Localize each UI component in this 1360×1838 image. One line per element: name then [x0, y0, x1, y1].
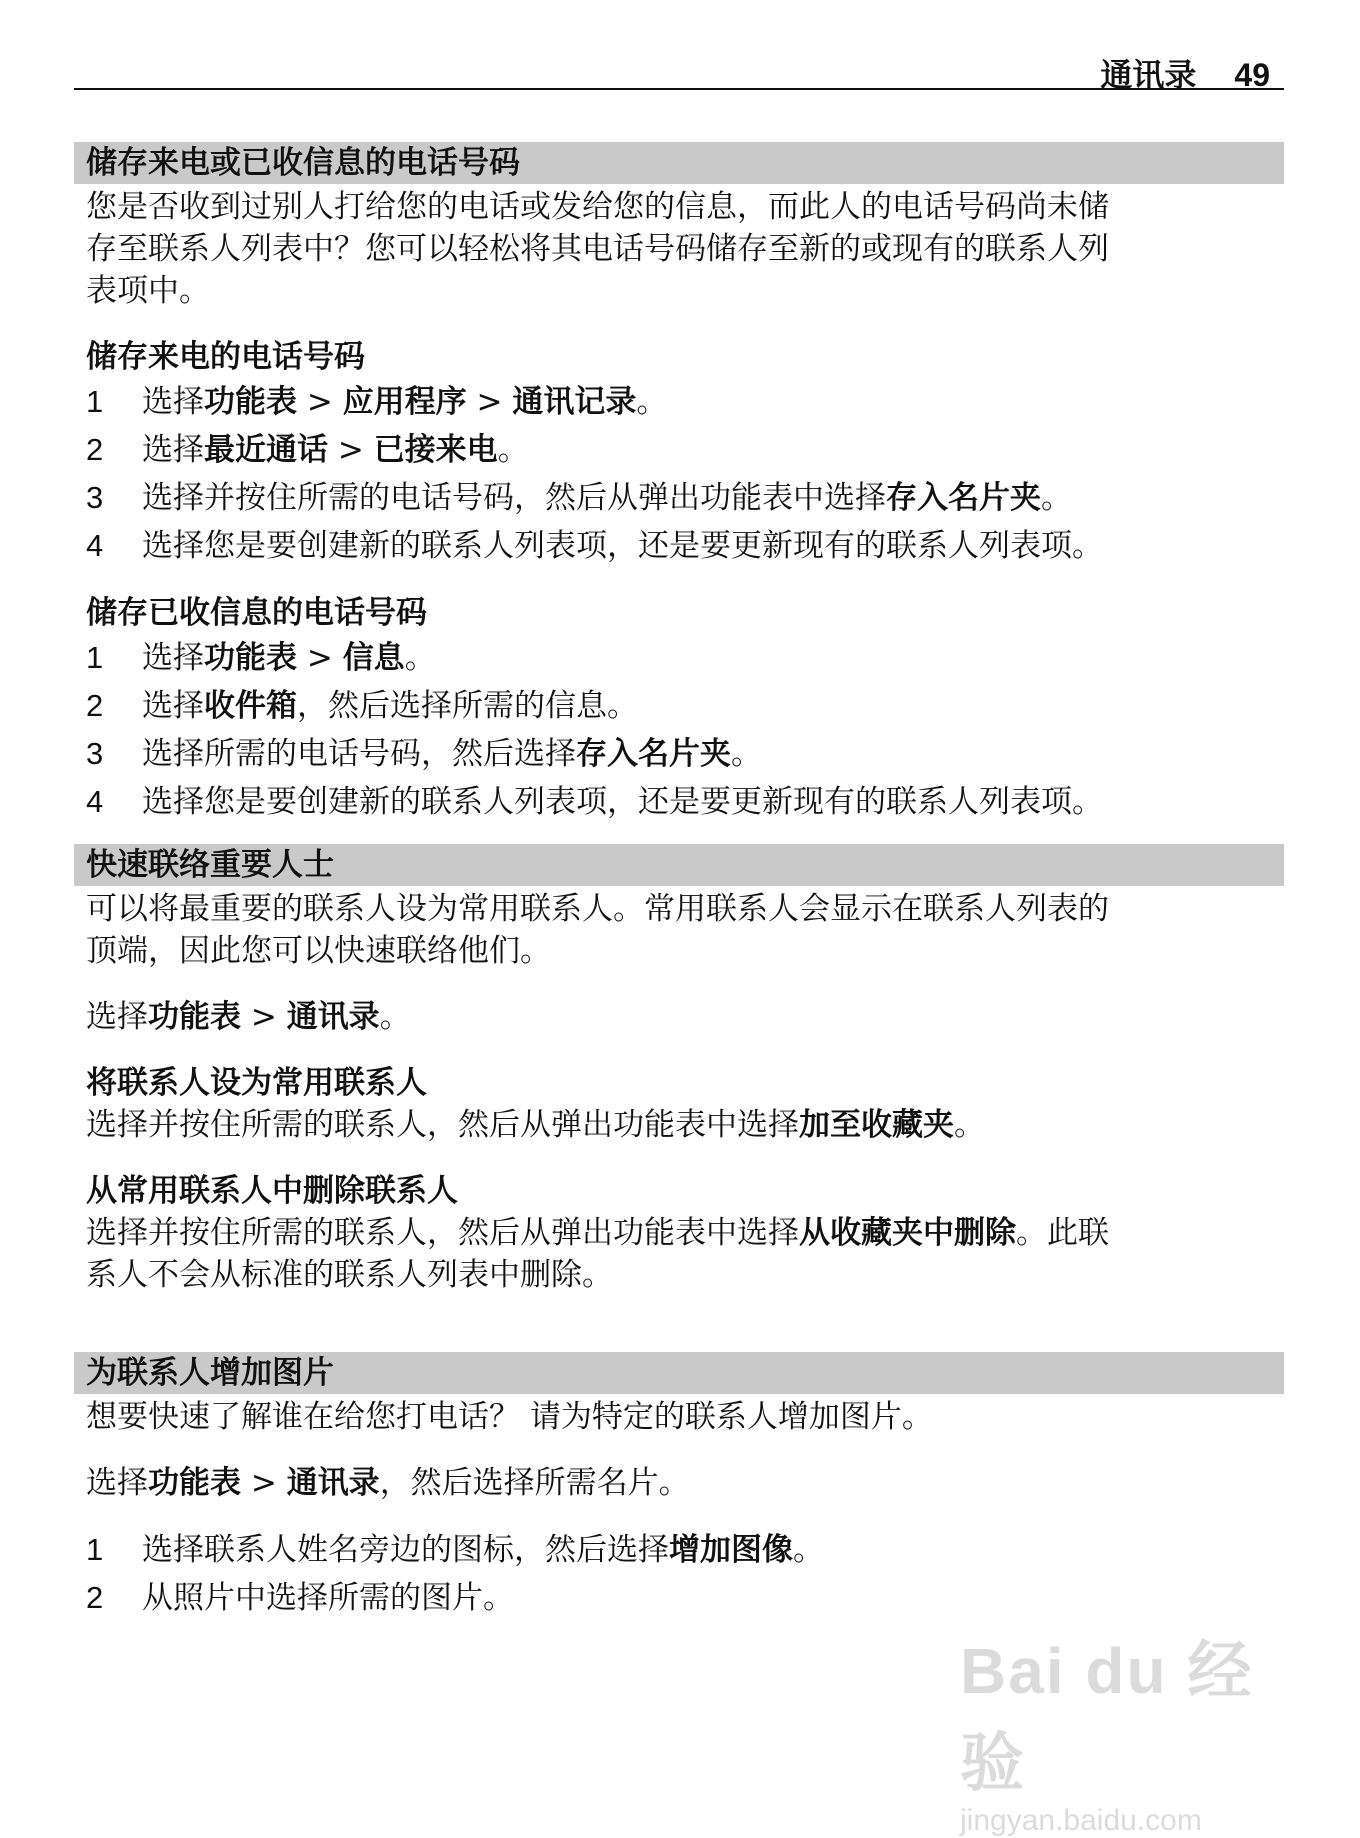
step-item: 3 选择并按住所需的电话号码，然后从弹出功能表中选择存入名片夹。 — [86, 480, 1072, 516]
subheading: 从常用联系人中删除联系人 — [86, 1173, 458, 1209]
step-item: 1 选择功能表 > 应用程序 > 通讯记录。 — [86, 384, 668, 420]
step-item: 2 选择最近通话 > 已接来电。 — [86, 432, 529, 468]
page-header — [74, 48, 1284, 94]
paragraph: 表项中。 — [86, 273, 210, 309]
page-number: 49 — [1234, 57, 1270, 93]
step-item: 2 从照片中选择所需的图片。 — [86, 1580, 514, 1616]
subheading: 储存来电的电话号码 — [86, 339, 365, 375]
subheading: 储存已收信息的电话号码 — [86, 595, 427, 631]
step-item: 3 选择所需的电话号码，然后选择存入名片夹。 — [86, 736, 762, 772]
select-line: 选择功能表 > 通讯录，然后选择所需名片。 — [86, 1465, 690, 1501]
step-item: 1 选择功能表 > 信息。 — [86, 640, 436, 676]
paragraph: 顶端，因此您可以快速联络他们。 — [86, 933, 551, 969]
paragraph: 可以将最重要的联系人设为常用联系人。常用联系人会显示在联系人列表的 — [86, 891, 1109, 927]
watermark-url: jingyan.baidu.com — [960, 1804, 1202, 1837]
page-content — [86, 142, 1286, 1622]
section-heading: 储存来电或已收信息的电话号码 — [74, 142, 1284, 184]
header-label — [1100, 50, 1270, 96]
watermark-logo: Bai du 经验 — [960, 1635, 1254, 1799]
step-item: 1 选择联系人姓名旁边的图标，然后选择增加图像。 — [86, 1532, 824, 1568]
paragraph: 选择并按住所需的联系人，然后从弹出功能表中选择从收藏夹中删除。此联 — [86, 1215, 1109, 1251]
select-line: 选择功能表 > 通讯录。 — [86, 999, 411, 1035]
step-item: 2 选择收件箱，然后选择所需的信息。 — [86, 688, 638, 724]
subheading: 将联系人设为常用联系人 — [86, 1065, 427, 1101]
section-heading: 快速联络重要人士 — [74, 844, 1284, 886]
paragraph: 您是否收到过别人打给您的电话或发给您的信息，而此人的电话号码尚未储 — [86, 189, 1109, 225]
paragraph: 系人不会从标准的联系人列表中删除。 — [86, 1257, 613, 1293]
paragraph: 选择并按住所需的联系人，然后从弹出功能表中选择加至收藏夹。 — [86, 1107, 985, 1143]
paragraph: 存至联系人列表中？您可以轻松将其电话号码储存至新的或现有的联系人列 — [86, 231, 1109, 267]
paragraph: 想要快速了解谁在给您打电话？ 请为特定的联系人增加图片。 — [86, 1399, 933, 1435]
step-item: 4 选择您是要创建新的联系人列表项，还是要更新现有的联系人列表项。 — [86, 784, 1103, 820]
baidu-watermark — [960, 1620, 1270, 1837]
section-heading: 为联系人增加图片 — [74, 1352, 1284, 1394]
chapter-title: 通讯录 — [1100, 56, 1197, 94]
step-item: 4 选择您是要创建新的联系人列表项，还是要更新现有的联系人列表项。 — [86, 528, 1103, 564]
